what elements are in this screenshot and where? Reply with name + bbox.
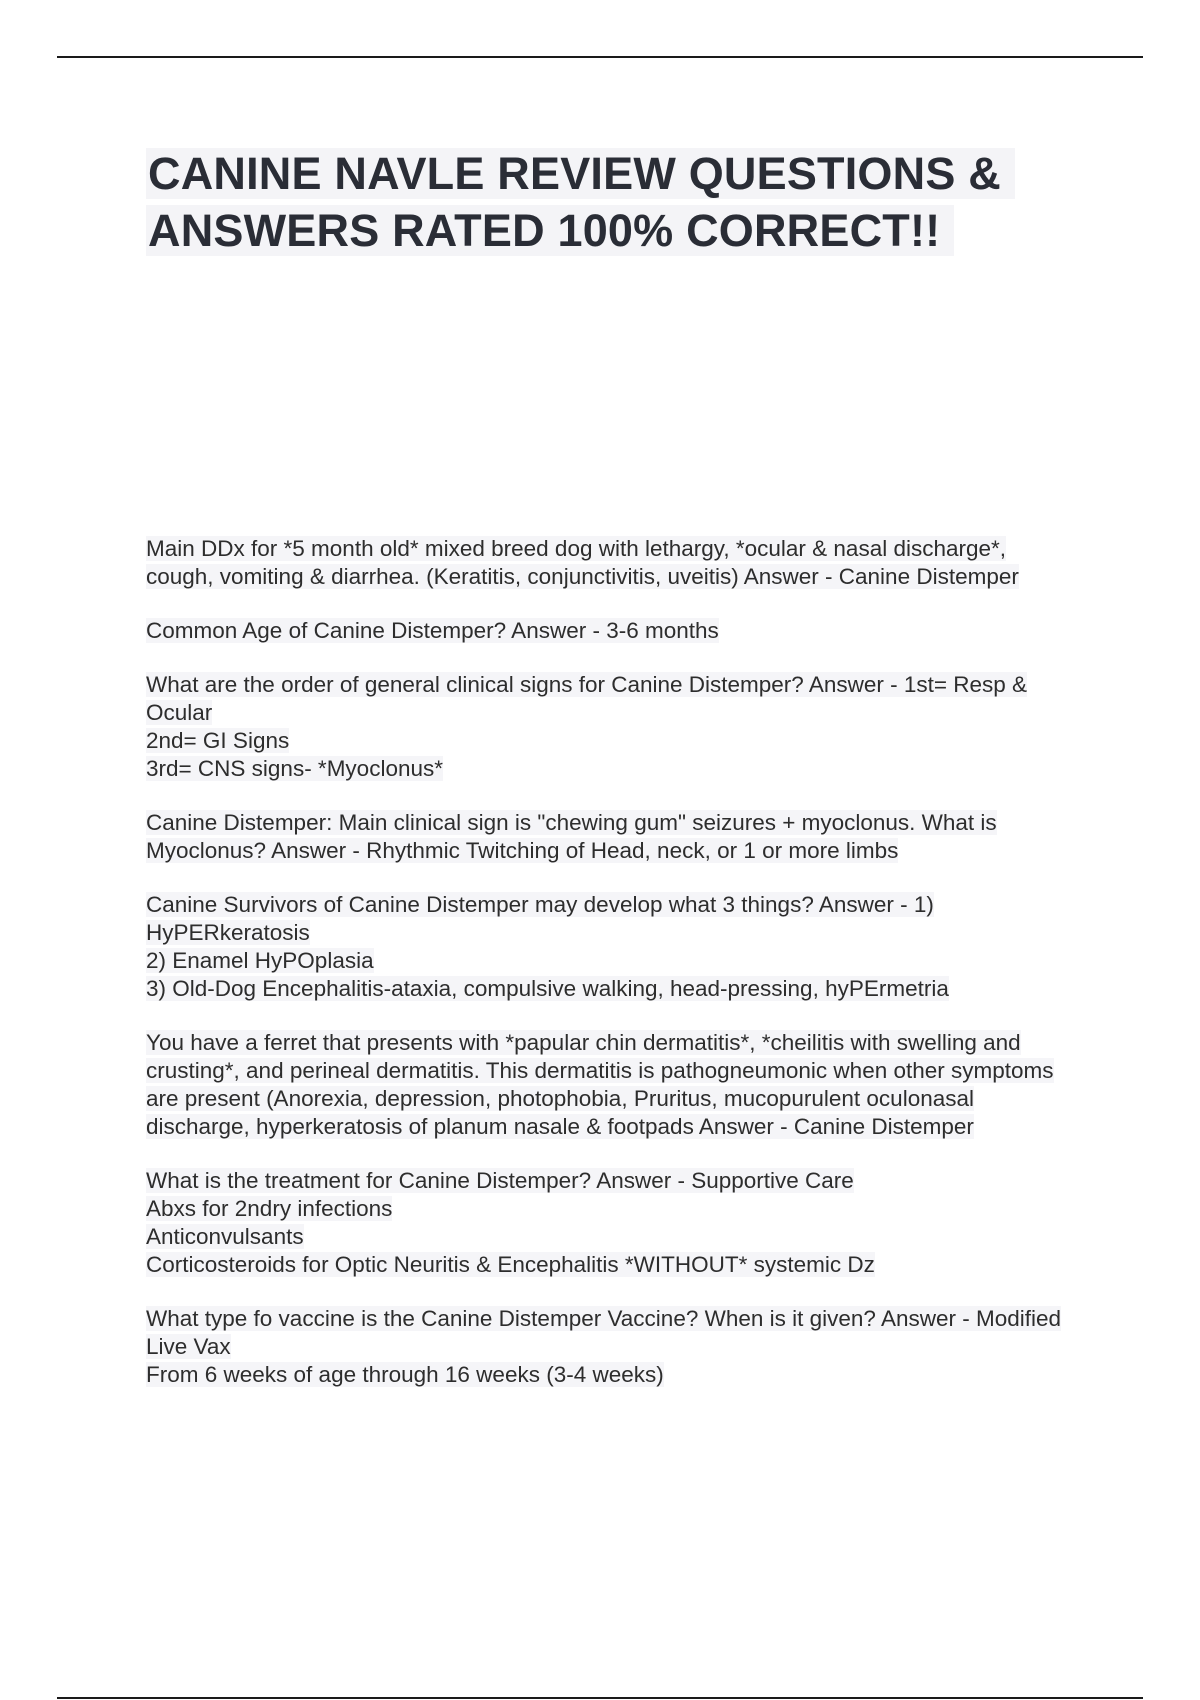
qa-item: [146, 1167, 1066, 1279]
qa-item: [146, 1029, 1066, 1141]
qa-line-text: 2) Enamel HyPOplasia: [146, 948, 374, 973]
qa-line-text: Common Age of Canine Distemper? Answer - 3-6 months: [146, 618, 719, 643]
qa-line-text: 3) Old-Dog Encephalitis-ataxia, compulsive walking, head-pressing, hyPErmetria: [146, 976, 949, 1001]
qa-line-text: Corticosteroids for Optic Neuritis & Encephalitis *WITHOUT* systemic Dz: [146, 1252, 875, 1277]
qa-line: [146, 891, 1066, 947]
qa-line-text: Main DDx for *5 month old* mixed breed dog with lethargy, *ocular & nasal discharge*, cough, vomiting & diarrhea. (Keratitis, conjunctivitis, uveitis) Answer - Canine Distemper: [146, 536, 1019, 589]
qa-line-text: You have a ferret that presents with *papular chin dermatitis*, *cheilitis with swelling and crusting*, and perineal dermatitis. This dermatitis is pathogneumonic when other symptoms are present (Anorexia, depression, photophobia, Pruritus, mucopurulent oculonasal discharge, hyperkeratosis of planum nasale & footpads Answer - Canine Distemper: [146, 1030, 1054, 1139]
qa-line: [146, 671, 1066, 727]
qa-line-text: Anticonvulsants: [146, 1224, 304, 1249]
qa-line-text: Abxs for 2ndry infections: [146, 1196, 393, 1221]
qa-line-text: What type fo vaccine is the Canine Distemper Vaccine? When is it given? Answer - Modified Live Vax: [146, 1306, 1062, 1359]
qa-line: [146, 1305, 1066, 1361]
qa-line-text: What is the treatment for Canine Distemper? Answer - Supportive Care: [146, 1168, 854, 1193]
qa-line: [146, 1251, 1066, 1279]
qa-item: [146, 617, 1066, 645]
qa-line: [146, 755, 1066, 783]
qa-line: [146, 975, 1066, 1003]
qa-line-text: What are the order of general clinical signs for Canine Distemper? Answer - 1st= Resp & Ocular: [146, 672, 1028, 725]
qa-item: [146, 891, 1066, 1003]
qa-line: [146, 727, 1066, 755]
qa-line: [146, 1029, 1066, 1141]
qa-item: [146, 809, 1066, 865]
top-rule: [57, 56, 1143, 58]
qa-item: [146, 535, 1066, 591]
qa-line: [146, 809, 1066, 865]
qa-line: [146, 947, 1066, 975]
qa-line-text: From 6 weeks of age through 16 weeks (3-4 weeks): [146, 1362, 664, 1387]
qa-line: [146, 535, 1066, 591]
qa-line-text: Canine Survivors of Canine Distemper may develop what 3 things? Answer - 1) HyPERkeratosis: [146, 892, 934, 945]
qa-line: [146, 617, 1066, 645]
document-header: [146, 145, 1066, 259]
document-title-text: CANINE NAVLE REVIEW QUESTIONS & ANSWERS RATED 100% CORRECT!!: [146, 148, 1015, 256]
qa-line-text: Canine Distemper: Main clinical sign is "chewing gum" seizures + myoclonus. What is Myoclonus? Answer - Rhythmic Twitching of Head, neck, or 1 or more limbs: [146, 810, 997, 863]
document-title: [146, 145, 1066, 259]
bottom-rule: [57, 1697, 1143, 1699]
qa-line-text: 2nd= GI Signs: [146, 728, 290, 753]
qa-line: [146, 1195, 1066, 1223]
qa-line: [146, 1223, 1066, 1251]
qa-item: [146, 1305, 1066, 1389]
qa-list: [146, 535, 1066, 1415]
qa-line-text: 3rd= CNS signs- *Myoclonus*: [146, 756, 443, 781]
qa-line: [146, 1167, 1066, 1195]
qa-line: [146, 1361, 1066, 1389]
qa-item: [146, 671, 1066, 783]
